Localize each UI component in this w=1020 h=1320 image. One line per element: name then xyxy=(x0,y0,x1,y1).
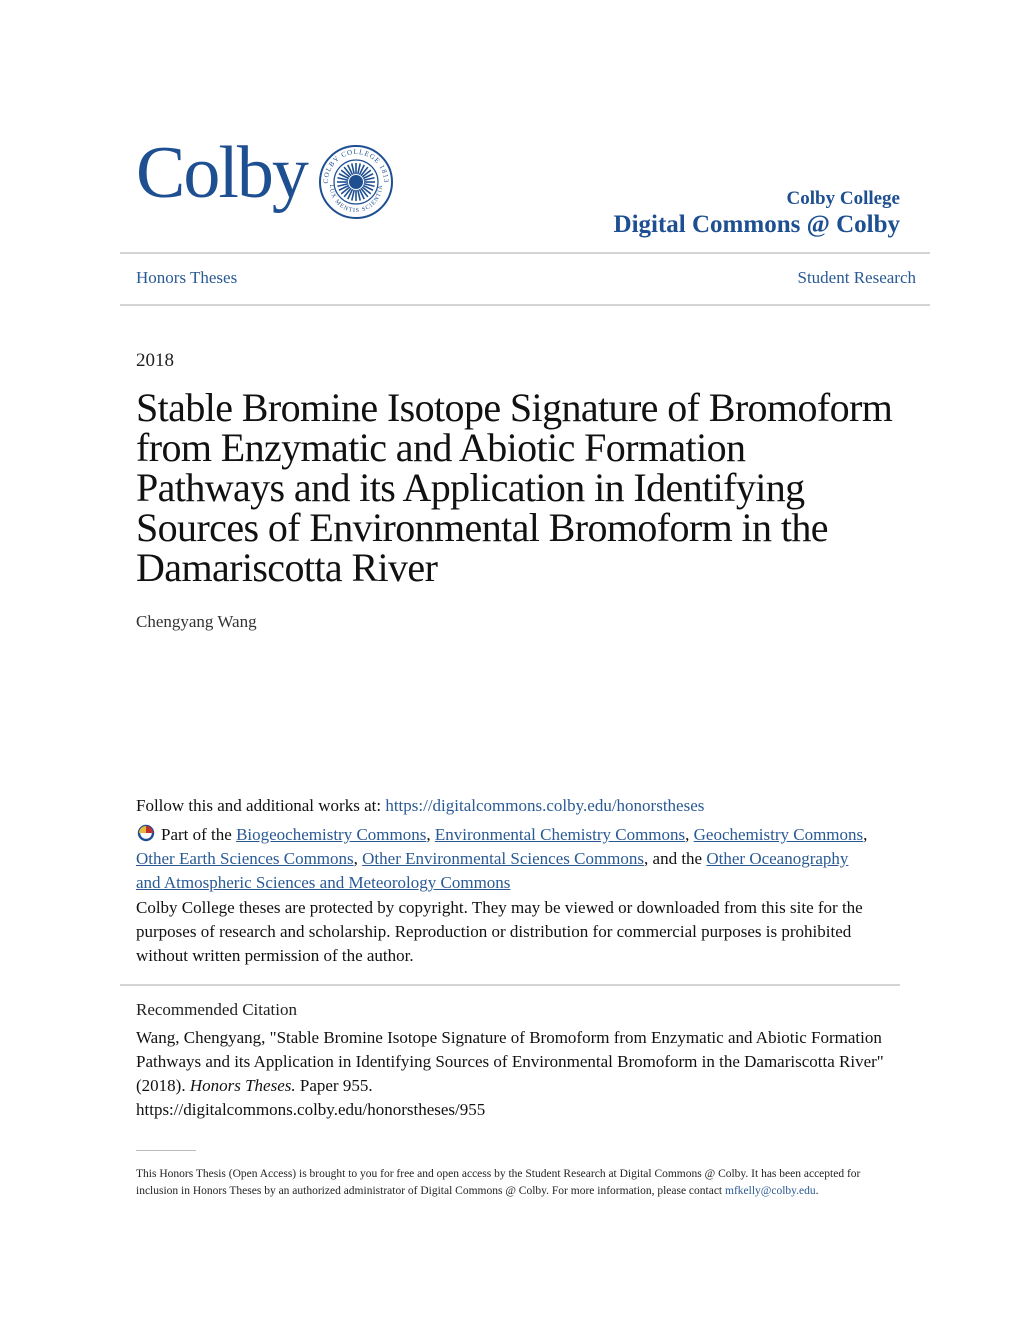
bepress-commons-icon xyxy=(136,824,158,842)
colby-seal-logo xyxy=(318,144,394,220)
citation-series: Honors Theses. xyxy=(189,1076,296,1095)
commons-link-other-earth-sciences[interactable]: Other Earth Sciences Commons xyxy=(136,849,354,868)
citation-url-link[interactable]: https://digitalcommons.colby.edu/honorstheses/955 xyxy=(136,1100,486,1119)
footer-note xyxy=(136,1166,876,1200)
institution-block xyxy=(614,188,900,240)
commons-link-other-environmental-sciences[interactable]: Other Environmental Sciences Commons xyxy=(362,849,645,868)
part-of-prefix: Part of the xyxy=(161,825,237,844)
collection-url-link[interactable]: https://digitalcommons.colby.edu/honorstheses xyxy=(385,796,705,815)
separator: , xyxy=(426,825,435,844)
student-research-link[interactable]: Student Research xyxy=(797,268,916,287)
seal-top-text: COLBY COLLEGE 1813 xyxy=(321,147,391,184)
commons-link-oceanography[interactable]: Other Oceanography and Atmospheric Sciences and Meteorology Commons xyxy=(136,849,849,892)
citation-text xyxy=(136,1026,896,1122)
commons-link-environmental-chemistry[interactable]: Environmental Chemistry Commons xyxy=(434,825,686,844)
header-divider xyxy=(120,252,930,254)
citation-divider xyxy=(120,984,900,986)
separator: , xyxy=(685,825,694,844)
footer-divider xyxy=(136,1150,196,1151)
footer-text: This Honors Thesis (Open Access) is brought to you for free and open access by the Student Research at Digital Commons @ Colby. It has been accepted for inclusion in Honors Theses by an authorized administrator of Digital Commons @ Colby. For more information, please contact xyxy=(136,1168,861,1197)
citation-label: Recommended Citation xyxy=(136,1000,297,1019)
citation-paper: Paper 955. xyxy=(295,1076,373,1095)
contact-email-link[interactable]: mfkelly@colby.edu xyxy=(725,1185,816,1197)
copyright-notice: Colby College theses are protected by copyright. They may be viewed or downloaded from this site for the purposes of research and scholarship. Reproduction or distribution for commercial purposes is prohibited without written permission of the author. xyxy=(136,898,863,965)
author-name: Chengyang Wang xyxy=(136,612,257,631)
citation-body: Wang, Chengyang, "Stable Bromine Isotope Signature of Bromoform from Enzymatic and Abiotic Formation Pathways and its Application in Identifying Sources of Environmental Bromoform in the Damariscotta River" (2018). xyxy=(136,1028,884,1095)
and-the-text: , and the xyxy=(644,849,707,868)
footer-end: . xyxy=(815,1185,819,1197)
colby-wordmark-logo: Colby xyxy=(136,132,307,214)
collection-nav xyxy=(136,268,916,288)
nav-divider xyxy=(120,304,930,306)
commons-link-biogeochemistry[interactable]: Biogeochemistry Commons xyxy=(236,825,427,844)
commons-link-geochemistry[interactable]: Geochemistry Commons xyxy=(693,825,864,844)
honors-theses-link[interactable]: Honors Theses xyxy=(136,268,238,287)
separator: , xyxy=(353,849,363,868)
part-of-block xyxy=(136,823,876,895)
seal-bottom-text: LUX MENTIS SCIENTIA xyxy=(327,184,385,215)
follow-line xyxy=(136,794,896,818)
separator: , xyxy=(863,825,868,844)
follow-label: Follow this and additional works at: xyxy=(136,796,386,815)
publication-year: 2018 xyxy=(136,350,174,371)
repository-link[interactable]: Digital Commons @ Colby xyxy=(613,211,900,238)
document-title: Stable Bromine Isotope Signature of Bromoform from Enzymatic and Abiotic Formation Pathways and its Application in Identifying Sources of Environmental Bromoform in the Damariscotta River xyxy=(136,385,893,590)
college-link[interactable]: Colby College xyxy=(786,188,900,209)
